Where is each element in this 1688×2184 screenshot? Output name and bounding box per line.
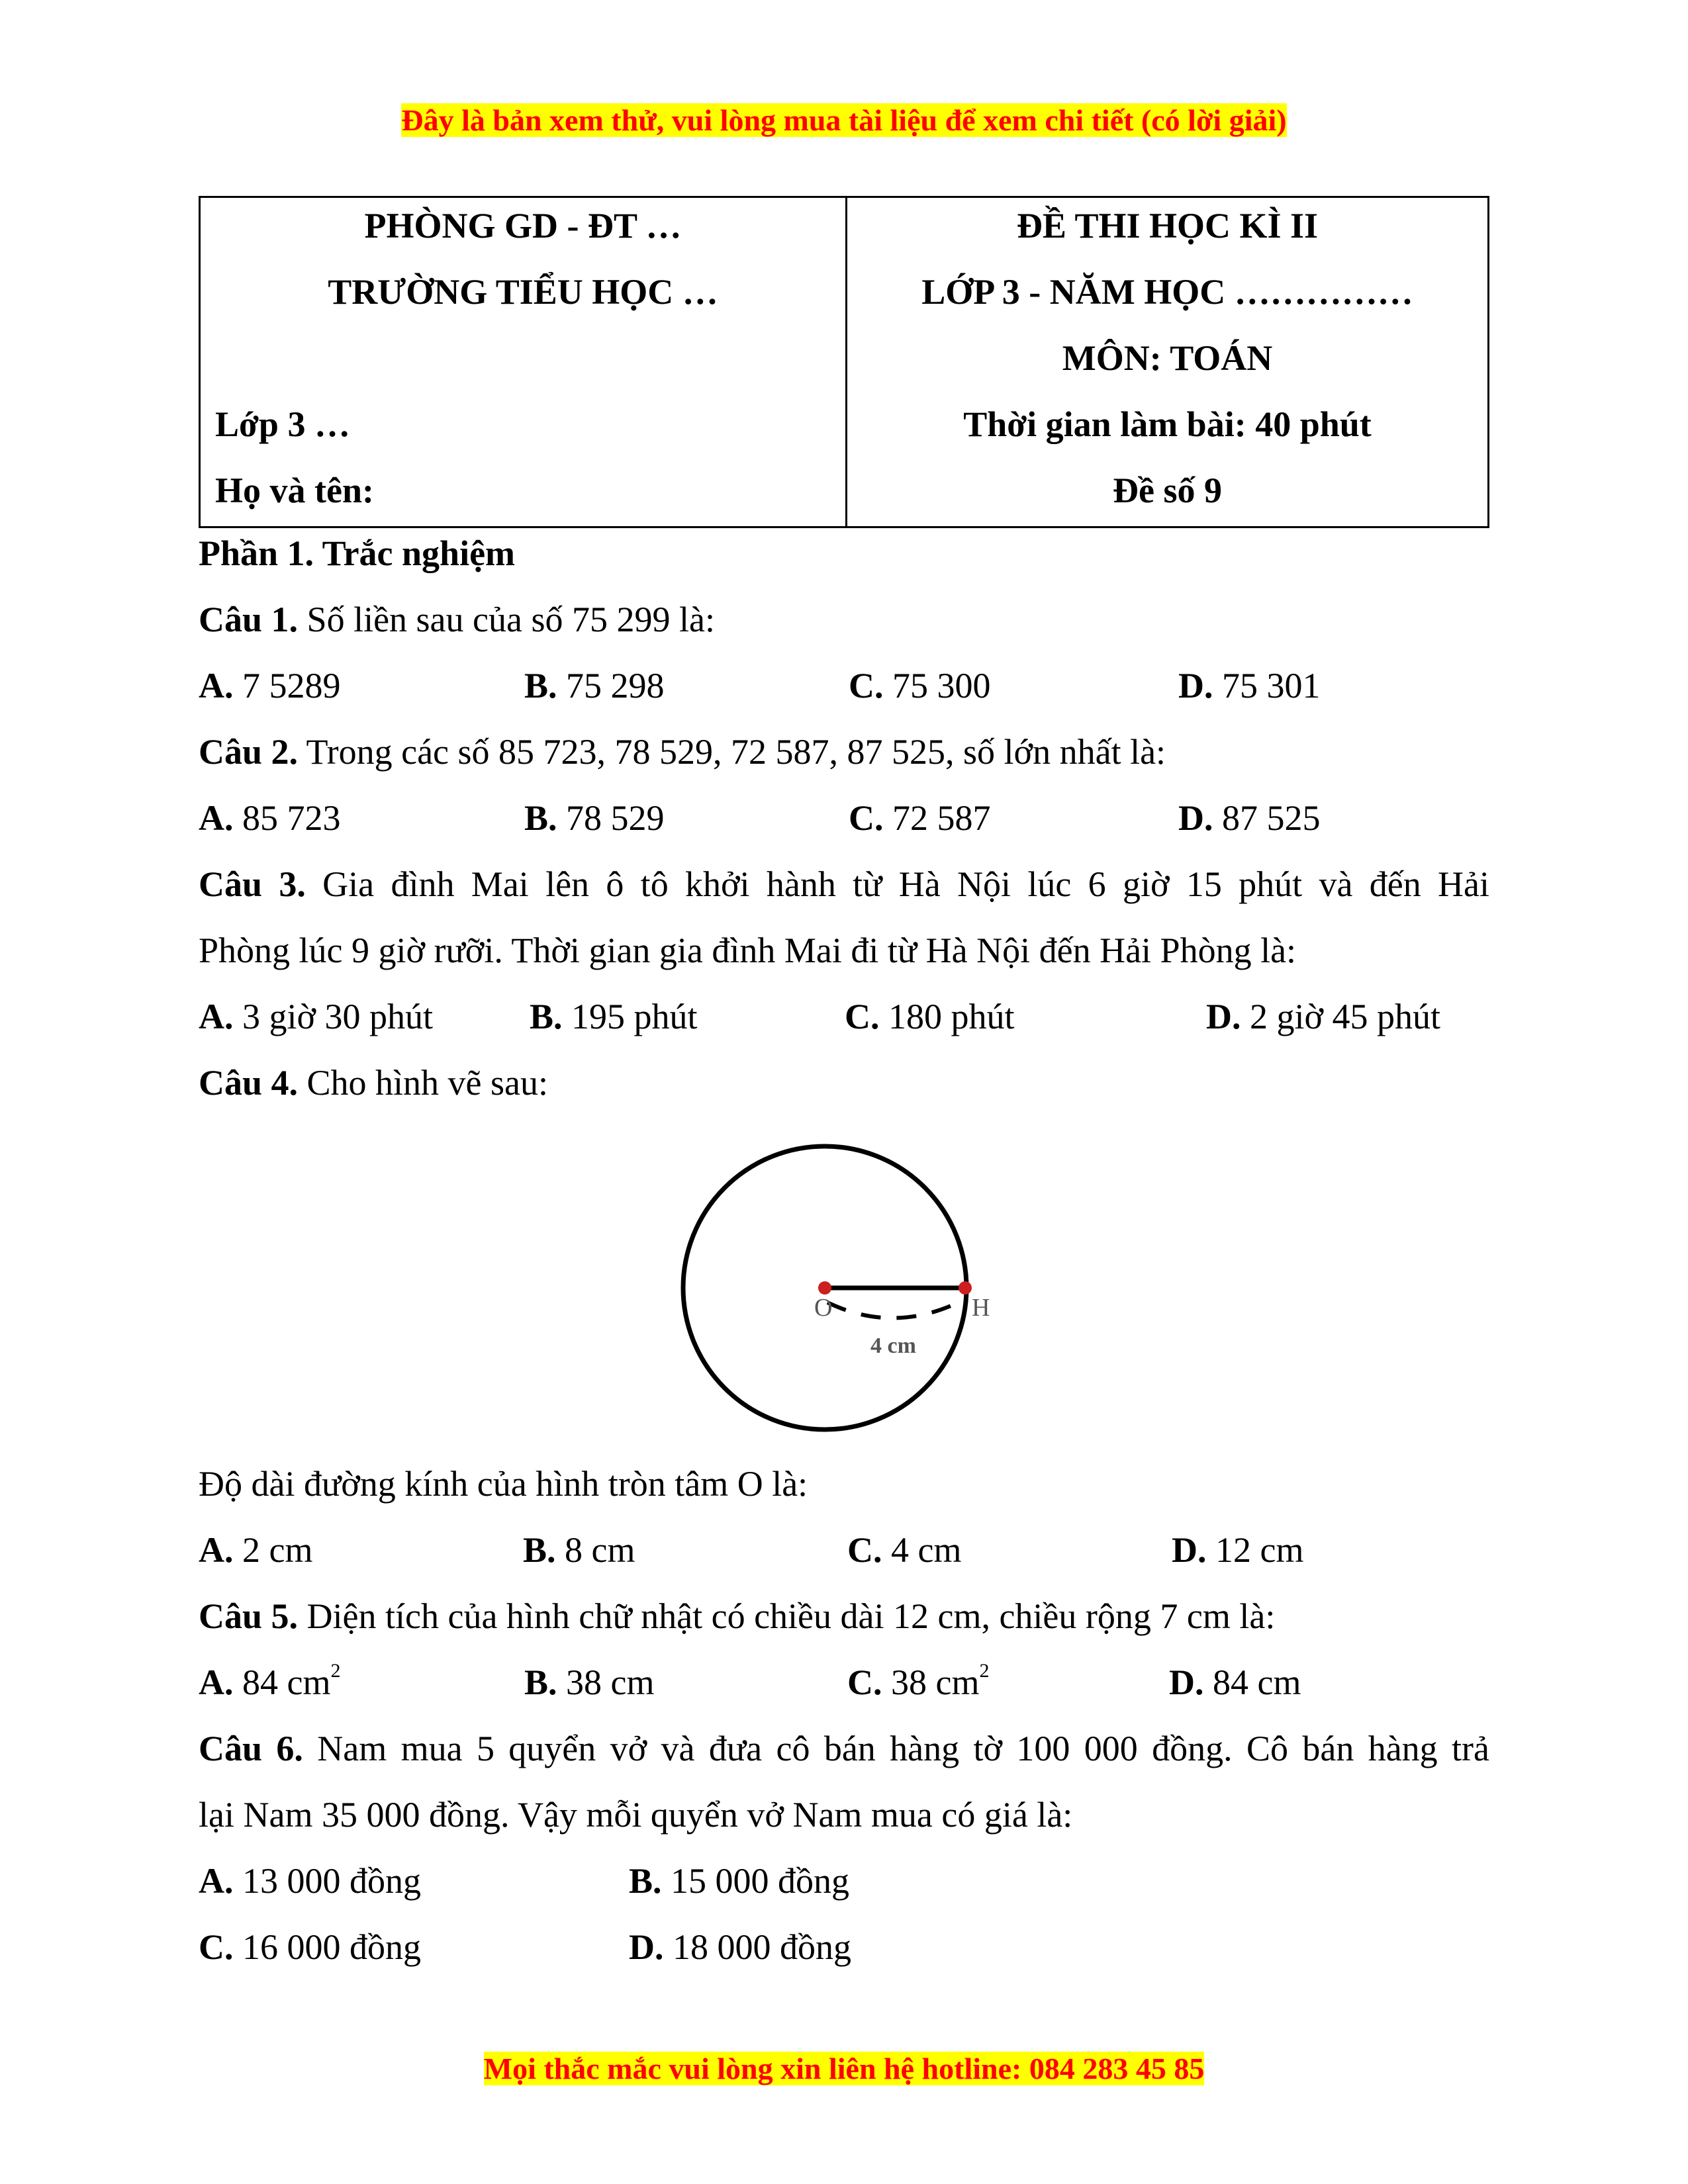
school-name: TRƯỜNG TIỂU HỌC … (328, 272, 718, 312)
hotline-text: Mọi thắc mắc vui lòng xin liên hệ hotline: 084 283 45 85 (483, 2052, 1205, 2085)
preview-notice-banner (0, 101, 1688, 140)
question-label: Câu 2. (199, 732, 299, 772)
option-a: A. 2 cm (199, 1530, 313, 1570)
length-label: 4 cm (870, 1334, 916, 1358)
section-heading: Phần 1. Trắc nghiệm (199, 533, 516, 573)
question-label: Câu 3. (199, 864, 306, 904)
option-c: C. 75 300 (849, 666, 991, 705)
option-a: A. 7 5289 (199, 666, 341, 705)
exam-title: ĐỀ THI HỌC KÌ II (1016, 206, 1319, 246)
question-4-followup: Độ dài đường kính của hình tròn tâm O là: (199, 1464, 808, 1504)
question-5 (199, 1595, 1489, 1637)
center-label: O (814, 1294, 833, 1322)
hotline-banner (0, 2049, 1688, 2089)
question-text: Nam mua 5 quyển vở và đưa cô bán hàng tờ 100 000 đồng. Cô bán hàng trả (303, 1729, 1489, 1768)
preview-notice-text: Đây là bản xem thử, vui lòng mua tài liệu để xem chi tiết (có lời giải) (401, 103, 1287, 137)
department-name: PHÒNG GD - ĐT … (364, 206, 682, 246)
class-field: Lớp 3 … (215, 404, 350, 444)
point-h-label: H (972, 1294, 990, 1322)
option-d: D. 75 301 (1178, 666, 1321, 705)
length-brace (827, 1301, 961, 1318)
question-4 (199, 1062, 1489, 1104)
squared-superscript: 2 (330, 1660, 341, 1682)
question-label: Câu 4. (199, 1063, 299, 1103)
point-h (959, 1281, 972, 1295)
option-b: B. 8 cm (523, 1530, 635, 1570)
center-point (818, 1281, 831, 1295)
question-label: Câu 6. (199, 1729, 303, 1768)
exam-number: Đề số 9 (1113, 471, 1222, 510)
question-text: Cho hình vẽ sau: (298, 1063, 549, 1103)
student-name-field: Họ và tên: (215, 471, 374, 510)
question-label: Câu 5. (199, 1596, 299, 1636)
option-d: D. 12 cm (1172, 1530, 1304, 1570)
exam-header-table (199, 196, 1489, 528)
option-d: D. 87 525 (1178, 798, 1321, 838)
question-text: Số liền sau của số 75 299 là: (298, 600, 715, 639)
option-c: C. 72 587 (849, 798, 991, 838)
option-a: A. 84 $cm^2$ (199, 1660, 341, 1702)
time-limit: Thời gian làm bài: 40 phút (963, 404, 1372, 444)
header-right-column (847, 198, 1487, 526)
grade-and-year: LỚP 3 - NĂM HỌC …………… (921, 272, 1413, 312)
header-left-column (201, 198, 847, 526)
option-a: A. 85 723 (199, 798, 341, 838)
option-b: B. 195 phút (530, 997, 698, 1036)
option-c: C. 16 000 đồng (199, 1927, 421, 1967)
question-text: Trong các số 85 723, 78 529, 72 587, 87 525, số lớn nhất là: (298, 732, 1166, 772)
option-d: D. 84 cm (1169, 1662, 1301, 1702)
option-b: B. 38 cm (524, 1662, 655, 1702)
option-c: C. 4 cm (847, 1530, 962, 1570)
option-d: D. 18 000 đồng (629, 1927, 851, 1967)
question-3-continued: Phòng lúc 9 giờ rưỡi. Thời gian gia đình Mai đi từ Hà Nội đến Hải Phòng là: (199, 931, 1297, 970)
squared-superscript: 2 (979, 1660, 990, 1682)
question-text: Gia đình Mai lên ô tô khởi hành từ Hà Nội lúc 6 giờ 15 phút và đến Hải (305, 864, 1489, 904)
question-2 (199, 731, 1489, 773)
option-c: C. 180 phút (845, 997, 1015, 1036)
question-label: Câu 1. (199, 600, 299, 639)
question-6 (199, 1727, 1489, 1770)
option-a: A. 13 000 đồng (199, 1861, 421, 1901)
subject-name: MÔN: TOÁN (1062, 338, 1273, 378)
question-text: Diện tích của hình chữ nhật có chiều dài 12 cm, chiều rộng 7 cm là: (298, 1596, 1276, 1636)
option-b: B. 15 000 đồng (629, 1861, 850, 1901)
question-6-continued: lại Nam 35 000 đồng. Vậy mỗi quyển vở Nam mua có giá là: (199, 1795, 1073, 1835)
option-a: A. 3 giờ 30 phút (199, 997, 434, 1036)
option-b: B. 75 298 (524, 666, 665, 705)
option-c: C. 38 $cm^2$ (847, 1660, 990, 1702)
question-3 (199, 863, 1489, 905)
question-1 (199, 598, 1489, 641)
option-b: B. 78 529 (524, 798, 665, 838)
option-d: D. 2 giờ 45 phút (1206, 997, 1441, 1036)
circle-figure (675, 1136, 1019, 1447)
